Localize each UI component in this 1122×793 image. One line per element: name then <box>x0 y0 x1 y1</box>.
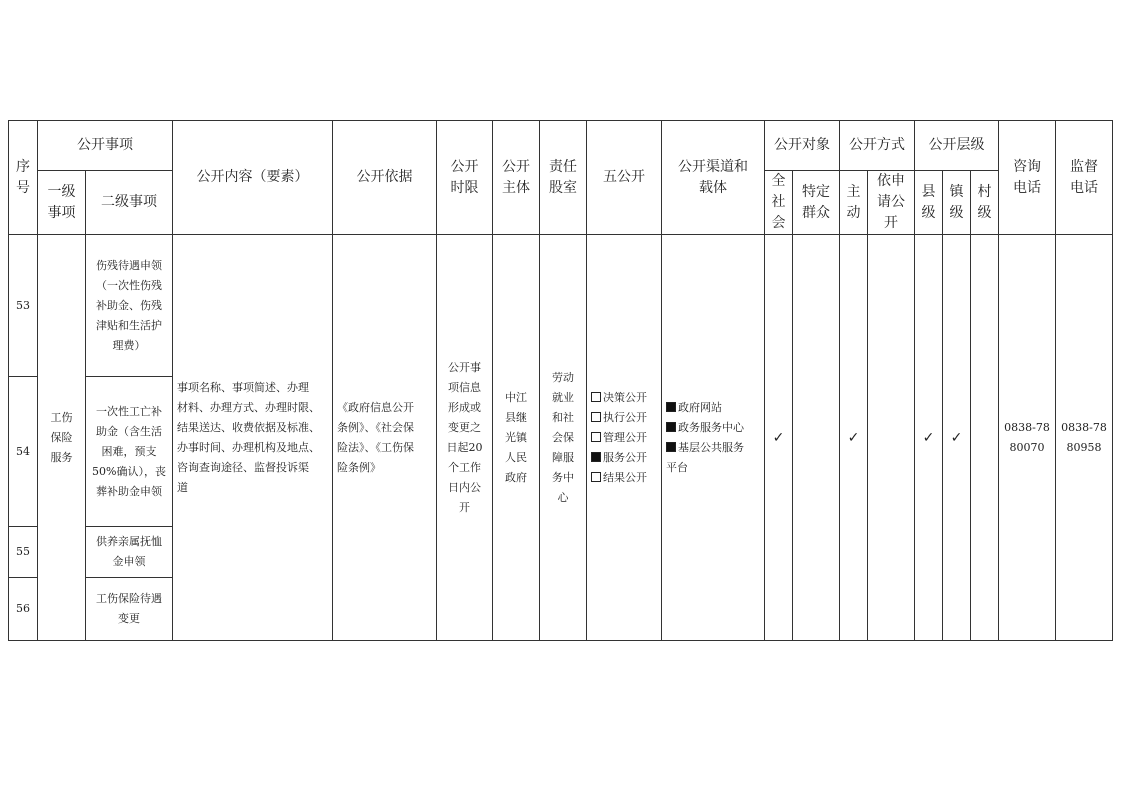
header-subject: 公开 主体 <box>493 121 540 235</box>
disclosure-time-limit: 公开事 项信息 形成或 变更之 日起20 个工作 日内公 开 <box>437 235 493 641</box>
header-level: 公开层级 <box>915 121 999 171</box>
header-time-limit: 公开 时限 <box>437 121 493 235</box>
channel-item: 基层公共服务 <box>666 438 760 458</box>
header-office: 责任 股室 <box>540 121 587 235</box>
checked-box-icon <box>666 402 676 412</box>
channel-item: 政务服务中心 <box>666 418 760 438</box>
channel-item: 政府网站 <box>666 398 760 418</box>
header-level2: 二级事项 <box>86 171 173 235</box>
checkbox-icon <box>591 432 601 442</box>
header-level-village: 村 级 <box>971 171 999 235</box>
header-audience-specific: 特定 群众 <box>793 171 840 235</box>
check-mark-icon: ✓ <box>943 235 971 641</box>
row-seq: 55 <box>9 527 38 578</box>
header-audience: 公开对象 <box>765 121 840 171</box>
five-public-item: 结果公开 <box>591 468 657 488</box>
header-level-town: 镇 级 <box>943 171 971 235</box>
check-mark-icon: ✓ <box>840 235 868 641</box>
level2-item: 工伤保险待遇 变更 <box>86 578 173 641</box>
responsible-office: 劳动 就业 和社 会保 障服 务中 心 <box>540 235 587 641</box>
checkbox-icon <box>591 412 601 422</box>
row-seq: 53 <box>9 235 38 377</box>
header-method-active: 主 动 <box>840 171 868 235</box>
header-method-apply: 依申 请公 开 <box>868 171 915 235</box>
header-consult-phone: 咨询 电话 <box>999 121 1056 235</box>
level2-item: 供养亲属抚恤 金申领 <box>86 527 173 578</box>
header-supervise-phone: 监督 电话 <box>1056 121 1113 235</box>
header-five-public: 五公开 <box>587 121 662 235</box>
checked-box-icon <box>666 422 676 432</box>
row-seq: 54 <box>9 377 38 527</box>
checkbox-icon <box>591 472 601 482</box>
header-content: 公开内容（要素） <box>173 121 333 235</box>
header-level-county: 县 级 <box>915 171 943 235</box>
channel-list <box>662 235 765 641</box>
header-level1: 一级 事项 <box>38 171 86 235</box>
level-village-cell <box>971 235 999 641</box>
disclosure-basis: 《政府信息公开 条例》、《社会保 险法》、《工伤保 险条例》 <box>333 235 437 641</box>
header-basis: 公开依据 <box>333 121 437 235</box>
checked-box-icon <box>591 452 601 462</box>
five-public-item: 服务公开 <box>591 448 657 468</box>
supervise-phone: 0838-78 80958 <box>1056 235 1113 641</box>
header-method: 公开方式 <box>840 121 915 171</box>
header-public-items: 公开事项 <box>38 121 173 171</box>
checked-box-icon <box>666 442 676 452</box>
level2-item: 伤残待遇申领 （一次性伤残 补助金、伤残 津贴和生活护 理费） <box>86 235 173 377</box>
level2-item: 一次性工亡补 助金（含生活 困难，预支 50%确认），丧 葬补助金申领 <box>86 377 173 527</box>
channel-item-tail: 平台 <box>666 460 688 474</box>
table-row <box>9 235 1113 377</box>
consult-phone: 0838-78 80070 <box>999 235 1056 641</box>
checkbox-icon <box>591 392 601 402</box>
five-public-item: 决策公开 <box>591 388 657 408</box>
disclosure-subject: 中江 县继 光镇 人民 政府 <box>493 235 540 641</box>
five-public-item: 管理公开 <box>591 428 657 448</box>
level1-item: 工伤 保险 服务 <box>38 235 86 641</box>
disclosure-table <box>8 120 1113 641</box>
header-audience-all: 全 社 会 <box>765 171 793 235</box>
header-channel: 公开渠道和 载体 <box>662 121 765 235</box>
row-seq: 56 <box>9 578 38 641</box>
five-public-list <box>587 235 662 641</box>
disclosure-content: 事项名称、事项简述、办理 材料、办理方式、办理时限、 结果送达、收费依据及标准、 办事时间、办理机构及地点、 咨询查询途径、监督投诉渠 道 <box>173 235 333 641</box>
audience-specific-cell <box>793 235 840 641</box>
check-mark-icon: ✓ <box>765 235 793 641</box>
five-public-item: 执行公开 <box>591 408 657 428</box>
header-seq: 序 号 <box>9 121 38 235</box>
method-apply-cell <box>868 235 915 641</box>
check-mark-icon: ✓ <box>915 235 943 641</box>
